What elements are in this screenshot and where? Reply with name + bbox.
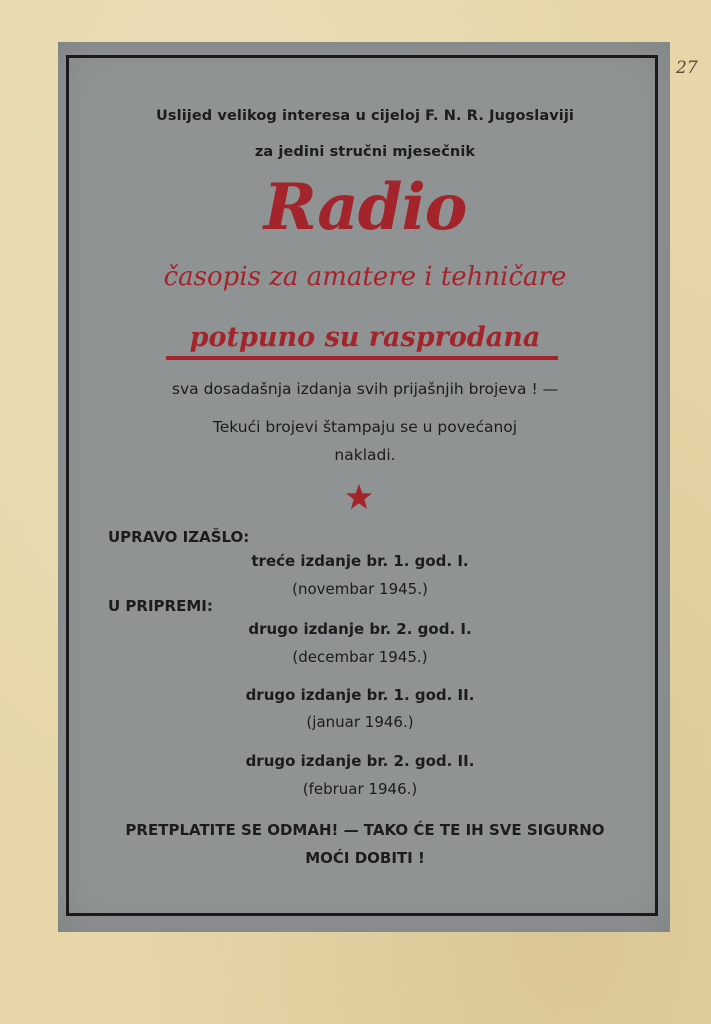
- issue-date: (novembar 1945.): [292, 580, 428, 598]
- issue-date: (decembar 1945.): [292, 648, 428, 666]
- just-released-label: UPRAVO IZAŠLO:: [108, 528, 250, 546]
- intro-line-2: za jedini stručni mjesečnik: [254, 144, 476, 160]
- body-line-2: Tekući brojevi štampaju se u povećanoj: [212, 418, 518, 436]
- issue-title: drugo izdanje br. 1. god. II.: [245, 686, 475, 704]
- in-preparation-label: U PRIPREMI:: [108, 597, 213, 615]
- intro-line-1: Uslijed velikog interesa u cijeloj F. N. R. Jugoslaviji: [156, 108, 574, 124]
- body-line-3: nakladi.: [334, 446, 396, 464]
- page-number: 27: [676, 58, 698, 78]
- magazine-subtitle: časopis za amatere i tehničare: [163, 262, 567, 292]
- body-line-1: sva dosadašnja izdanja svih prijašnjih brojeva ! —: [171, 380, 559, 398]
- star-icon: [345, 483, 373, 511]
- issue-title: drugo izdanje br. 2. god. I.: [248, 620, 472, 638]
- magazine-title: Radio: [263, 170, 467, 245]
- sold-out-heading: potpuno su rasprodana: [189, 322, 541, 353]
- sold-out-underline: [166, 356, 558, 360]
- issue-title: drugo izdanje br. 2. god. II.: [245, 752, 475, 770]
- issue-date: (januar 1946.): [306, 713, 414, 731]
- issue-title: treće izdanje br. 1. god. I.: [251, 552, 469, 570]
- issue-date: (februar 1946.): [302, 780, 418, 798]
- call-to-action-line-2: MOĆI DOBITI !: [305, 849, 425, 867]
- call-to-action-line-1: PRETPLATITE SE ODMAH! — TAKO ĆE TE IH SVE SIGURNO: [125, 821, 605, 839]
